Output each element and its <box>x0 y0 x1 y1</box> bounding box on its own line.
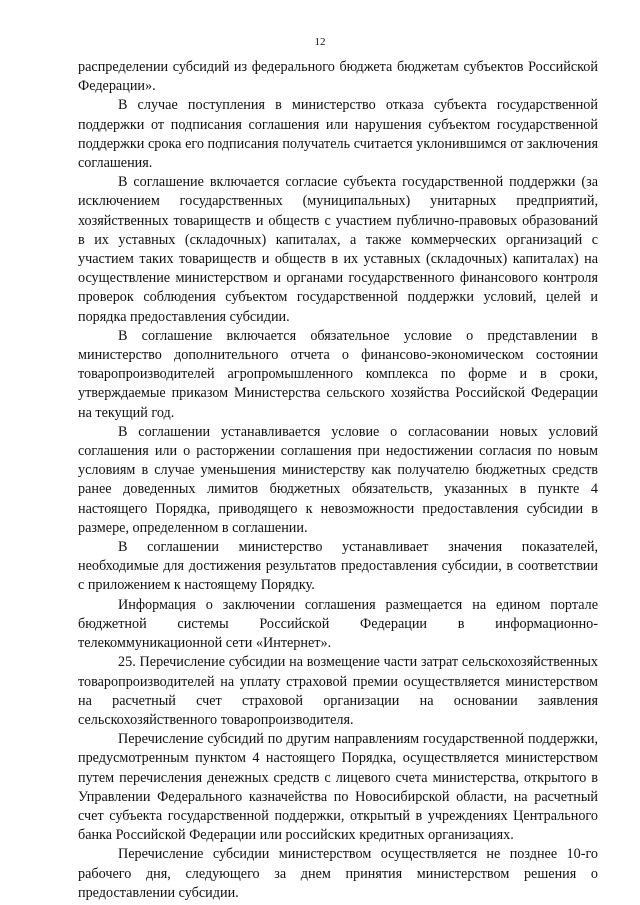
paragraph-other-transfers: Перечисление субсидий по другим направлениям государственной поддержки, предусмотренным пунктом 4 настоящего Порядка, осуществляется министерством путем перечисления денежных средств с лицевого счета министерства, открытого в Управлении Федерального казначейства по Новосибирской области, на расчетный счет субъекта государственной поддержки, открытый в учреждениях Центрального банка Российской Федерации или российских кредитных организациях. <box>78 731 598 844</box>
paragraph-additional-report: В соглашение включается обязательное условие о представлении в министерство дополнительного отчета о финансово-экономическом состоянии товаропроизводителей агропромышленного комплекса по форме и в сроки, утверждаемые приказом Министерства сельского хозяйства Российской Федерации на текущий год. <box>78 327 598 421</box>
document-body <box>78 58 598 903</box>
paragraph-indicators: В соглашении министерство устанавливает значения показателей, необходимые для достижения результатов предоставления субсидии, в соответствии с приложением к настоящему Порядку. <box>78 539 598 594</box>
paragraph-portal-info: Информация о заключении соглашения размещается на едином портале бюджетной системы Российской Федерации в информационно-телекоммуникационной сети «Интернет». <box>78 596 598 652</box>
paragraph-item-25: 25. Перечисление субсидии на возмещение части затрат сельскохозяйственных товаропроизводителей на уплату страховой премии осуществляется министерством на расчетный счет страховой организации на основании заявления сельскохозяйственного товаропроизводителя. <box>78 654 598 728</box>
paragraph-new-conditions: В соглашении устанавливается условие о согласовании новых условий соглашения или о расторжении соглашения при недостижении согласия по новым условиям в случае уменьшения министерству как получателю бюджетных средств ранее доведенных лимитов бюджетных обязательств, указанных в пункте 4 настоящего Порядка, приводящего к невозможности предоставления субсидии в размере, определенном в соглашении. <box>78 423 598 536</box>
paragraph-continuation: распределении субсидий из федерального бюджета бюджетам субъектов Российской Федерации». <box>78 59 598 95</box>
page-number: 12 <box>314 36 326 48</box>
paragraph-transfer-deadline: Перечисление субсидии министерством осуществляется не позднее 10-го рабочего дня, следующего за днем принятия министерством решения о предоставлении субсидии. <box>78 846 598 901</box>
paragraph-consent-to-audit: В соглашение включается согласие субъекта государственной поддержки (за исключением государственных (муниципальных) унитарных предприятий, хозяйственных товариществ и обществ с участием публично-правовых образований в их уставных (складочных) капиталах, а также коммерческих организаций с участием таких товариществ и обществ в их уставных (складочных) капиталах) на осуществление министерством и органами государственного финансового контроля проверок соблюдения субъектом государственной поддержки условий, целей и порядка предоставления субсидии. <box>78 174 598 325</box>
paragraph-refusal-to-sign: В случае поступления в министерство отказа субъекта государственной поддержки от подписания соглашения или нарушения субъектом государственной поддержки срока его подписания получатель считается уклонившимся от заключения соглашения. <box>78 97 598 172</box>
